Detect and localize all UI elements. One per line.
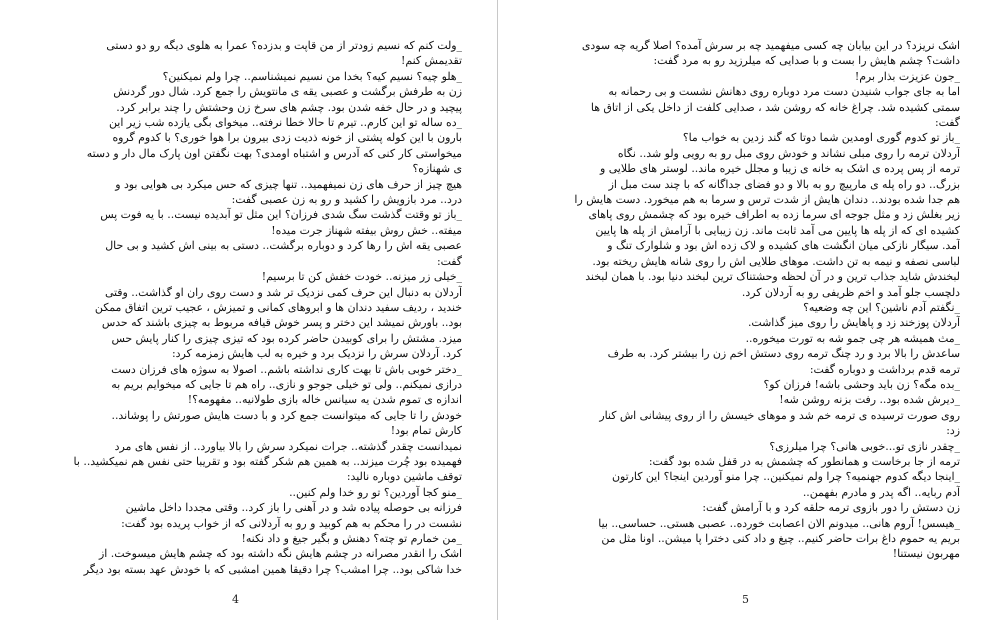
text-line: عصبی یقه اش را رها کرد و دوباره برگشت.. دستی به بینی اش کشید و بی حال — [105, 239, 462, 253]
text-line: خندید ، ردیف سفید دندان ها و ابروهای کمانی و تمیزش ، عجیب ترین اتفاق ممکن — [94, 300, 462, 314]
text-line: _منو کجا آوردین؟ تو رو خدا ولم کنین.. — [289, 485, 462, 499]
text-line: آردلان ترمه را روی مبلی نشاند و خودش روی مبل رو به رویی ولو شد.. نگاه — [617, 146, 960, 160]
text-line: ترمه از پس پرده ی اشک به خانه ی زیبا و مجلل خیره ماند.. لوستر های طلایی و — [599, 162, 960, 176]
text-line: _جون عزیزت بذار برم! — [854, 69, 960, 83]
text-line: _من خمارم تو چته؟ دهنش و بگیر جیغ و داد نکنه! — [241, 532, 462, 545]
text-line: آمد. سیگار نازکی میان انگشت های کشیده و لاک زده اش بود و شلوارک تنگ و — [607, 239, 960, 253]
text-line: داشت؟ چشم هایش را بست و با صدایی که میلرزید رو به مرد گفت: — [653, 54, 960, 68]
text-line: بارون با این کوله پشتی از خونه ذدیت زدی بیرون برا هوا خوری؟ با کدوم گروه — [112, 131, 462, 145]
text-line: درازی نمیکنم.. ولی تو خیلی جوجو و نازی.. راه هم تا جایی که میخوایم بریم به — [111, 377, 462, 391]
text-line: _بده مگه؟ زن باید وحشی باشه! فرزان کو؟ — [763, 377, 960, 391]
text-line: ی شهنازه؟ — [412, 162, 462, 176]
text-line: _اینجا دیگه کدوم جهنمیه؟ چرا ولم نمیکنین.. چرا منو آوردین اینجا؟ این کارتون — [611, 470, 960, 484]
text-line: بریم یه حموم داغ برات حاضر کنیم.. چیغ و داد کنی دخترا پا میشن.. اونا مثل من — [601, 532, 960, 545]
text-line: لباسی نصفه و نیمه به تن داشت. موهای طلایی اش را روی شانه هایش ریخته بود. — [592, 254, 960, 268]
right-page — [498, 0, 995, 620]
text-line: مهربون نیستنا! — [892, 547, 960, 561]
text-line: آردلان به دنبال این حرف کمی نزدیک تر شد و دست روی ران او گذاشت.. وقتی — [104, 285, 462, 299]
text-line: ترمه قدم برداشت و دوباره گفت: — [809, 362, 960, 376]
text-line: گفت: — [436, 254, 462, 268]
left-page-text — [40, 38, 462, 577]
text-line: توقف ماشین دوباره نالید: — [346, 470, 462, 484]
text-line: _چقدر نازی تو...خوبی هانی؟ چرا میلرزی؟ — [769, 439, 960, 453]
text-line: _نگفتم آدم ناشین؟ این چه وضعیه؟ — [803, 300, 960, 314]
text-line: اما به جای جواب شنیدن دست مرد دوباره روی دهانش نشست و بی رحمانه به — [608, 85, 960, 99]
text-line: _ده ساله تو این کارم.. تیرم تا حالا خطا نرفته.. میخوای بگی یازده شب زیر این — [109, 116, 462, 130]
text-line: بود.. باورش نمیشد این دختر و پسر خوش قیافه مربوط به چیزی باشند که حدس — [101, 316, 462, 330]
text-line: نشست در را محکم به هم کوبید و رو به آردلانی که از خواب پریده بود گفت: — [121, 516, 462, 530]
text-line: میخواستی کار کنی که آدرس و اشتباه اومدی؟ بهت نگفتن اون پارک مال دار و دسته — [86, 146, 462, 160]
text-line: هم جدا شده بودند.. دندان هایش از شدت ترس و سرما به هم میخورد. دست هایش را — [574, 193, 960, 207]
right-page-number: 5 — [742, 593, 749, 606]
text-line: خودش را تا جایی که میتوانست جمع کرد و با دست هایش صورتش را پوشاند.. — [111, 408, 462, 422]
text-line: هیچ چیز از حرف های زن نمیفهمید.. تنها چیزی که حس میکرد بی هوایی بود و — [115, 177, 462, 191]
text-line: فهمیده بود چُرت میزند.. به همین هم شکر گفته بود و تقریبا حتی نفس هم نمیکشید.. با — [73, 454, 462, 468]
text-line: زیر بغلش زد و مثل جوجه ای سرما زده به اطراف خیره بود که چشمش روی پاهای — [588, 208, 960, 222]
text-line: آدم ربایه.. اگه پدر و مادرم بفهمن.. — [802, 485, 960, 499]
text-line: فرزانه بی حوصله پیاده شد و در آهنی را باز کرد.. وقتی مجددا داخل ماشین — [125, 501, 462, 515]
text-line: _دیرش شده بود.. رفت بزنه روشن شه! — [779, 393, 960, 407]
text-line: اندازه ی تموم شدن یه سیانس خاله بازی طولانیه.. مفهومه؟! — [187, 393, 462, 407]
text-line: درد.. مرد بازویش را کشید و رو به زن عصبی گفت: — [231, 193, 462, 207]
text-line: _خیلی زر میزنه.. خودت خفش کن تا برسیم! — [261, 270, 462, 284]
text-line: کرد. آردلان سرش را نزدیک برد و خیره به لب هایش زمزمه کرد: — [171, 347, 462, 361]
right-page-text — [538, 38, 960, 562]
text-line: _مث همیشه هر چی جمو شه به تورت میخوره.. — [745, 331, 960, 345]
text-line: لبخندش شاید جذاب ترین و در آن لحظه وحشتناک ترین لبخند دنیا بود. با همان لبخند — [585, 270, 960, 284]
text-line: _دختر خوبی باش تا بهت کاری نداشته باشم.. اصولا به سوژه های فرزان دست — [111, 362, 462, 376]
text-line: _هیسس! آروم هانی.. میدونم الان اعصابت خورده.. عصبی هستی.. حساسی.. بیا — [598, 516, 960, 530]
text-line: _ولت کنم که نسیم زودتر از من قاپت و بدزده؟ عمرا به هلوی دیگه رو دو دستی — [106, 39, 462, 52]
text-line: میفته.. خش روش بیفته شهناز جرت میده! — [271, 223, 462, 237]
left-page — [0, 0, 497, 620]
text-line: میزد. مشتش را برای کوبیدن حاضر کرده بود که تیزی چیزی را کنار پایش حس — [111, 331, 462, 345]
text-line: نمیدانست چقدر گذشته.. جرات نمیکرد سرش را بالا بیاورد.. از نفس های مرد — [114, 439, 462, 453]
text-line: کشیده ای که از پله ها پایین می آمد ثابت ماند. زن زیبایی با آرامش از پله ها پایین — [595, 223, 960, 237]
text-line: _باز تو کدوم گوری اومدین شما دوتا که گند زدین به خواب ما؟ — [682, 131, 960, 145]
text-line: _هلو چیه؟ نسیم کیه؟ بخدا من نسیم نمیشناسم.. چرا ولم نمیکنین؟ — [162, 69, 462, 83]
text-line: اشک را انقدر مصرانه در چشم هایش نگه داشته بود که چشم هایش میسوخت. از — [98, 547, 462, 561]
text-line: تقدیمش کنم! — [400, 54, 462, 68]
left-page-number: 4 — [232, 593, 239, 606]
text-line: ترمه از جا برخاست و همانطور که چشمش به در قفل شده بود گفت: — [648, 454, 960, 468]
text-line: گفت: — [934, 116, 960, 130]
text-line: خدا شاکی بود.. چرا امشب؟ چرا دقیقا همین امشبی که با خودش عهد بسته بود دیگر — [83, 562, 462, 576]
text-line: زن دستش را دور بازوی ترمه حلقه کرد و با آرامش گفت: — [702, 501, 960, 515]
text-line: کارش تمام بود! — [390, 424, 462, 438]
text-line: ساعدش را بالا برد و رد چنگ ترمه روی دستش اخم زن را بیشتر کرد. به طرف — [607, 347, 960, 361]
text-line: اشک نریزد؟ در این بیابان چه کسی میفهمید چه بر سرش آمده؟ اصلا گریه چه سودی — [581, 39, 960, 52]
text-line: روی صورت ترسیده ی ترمه خم شد و موهای خیسش را از روی پیشانی اش کنار — [599, 408, 960, 422]
text-line: بزرگ.. دو راه پله ی مارپیچ رو به بالا و دو فضای جداگانه که با چند ست مبل از — [608, 177, 960, 191]
text-line: آردلان پوزخند زد و پاهایش را روی میز گذاشت. — [747, 316, 960, 330]
text-line: _باز تو وقتت گذشت سگ شدی فرزان؟ این مثل تو آبدیده نیست.. با یه فوت پس — [100, 208, 462, 222]
text-line: پیچید و در حال خفه شدن بود. چشم های سرخ زن وحشتش را چند برابر کرد. — [116, 100, 462, 114]
text-line: سمتی کشیده شد. چراغ خانه که روشن شد ، صدایی کلفت از داخل یکی از اتاق ها — [590, 100, 960, 114]
text-line: زد: — [946, 424, 960, 438]
text-line: زن به طرفش برگشت و عصبی یقه ی مانتویش را جمع کرد. شال دور گردنش — [113, 85, 462, 99]
text-line: دلچسب جلو آمد و اخم ظریفی رو به آردلان کرد. — [741, 285, 960, 299]
